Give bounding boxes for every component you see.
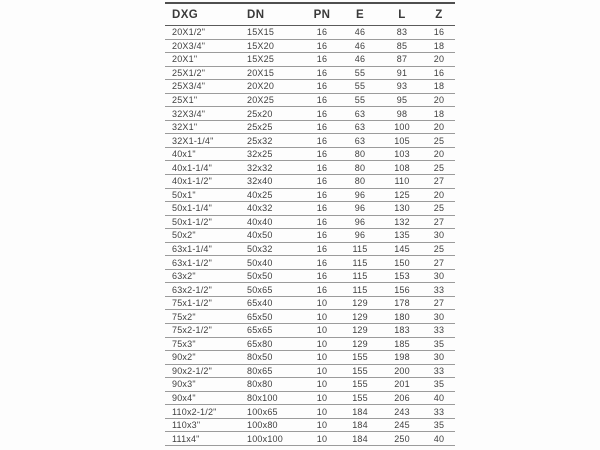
table-cell-z: 30 <box>423 229 455 243</box>
table-cell-dn: 32x32 <box>240 161 305 175</box>
table-cell-dn: 32x25 <box>240 147 305 161</box>
table-row <box>165 351 455 365</box>
table-cell-pn: 16 <box>305 39 339 53</box>
table-cell-z: 27 <box>423 175 455 189</box>
table-row <box>165 26 455 40</box>
table-cell-l: 83 <box>381 26 423 40</box>
header-row <box>165 3 455 26</box>
table-cell-z: 30 <box>423 351 455 365</box>
table-cell-dxg: 50x1-1/4" <box>165 202 240 216</box>
table-cell-pn: 16 <box>305 202 339 216</box>
table-cell-l: 93 <box>381 80 423 94</box>
table-row <box>165 296 455 310</box>
table-cell-dn: 20X15 <box>240 66 305 80</box>
table-cell-e: 115 <box>339 269 381 283</box>
table-row <box>165 229 455 243</box>
table-cell-l: 100 <box>381 120 423 134</box>
table-cell-dxg: 75x2-1/2" <box>165 324 240 338</box>
table-cell-pn: 10 <box>305 432 339 446</box>
table-cell-dn: 25x32 <box>240 134 305 148</box>
table-cell-z: 18 <box>423 39 455 53</box>
table-cell-z: 16 <box>423 66 455 80</box>
table-cell-e: 46 <box>339 53 381 67</box>
table-cell-dxg: 63x1-1/2" <box>165 256 240 270</box>
table-cell-pn: 10 <box>305 405 339 419</box>
table-cell-dxg: 20X1" <box>165 53 240 67</box>
table-cell-dxg: 75x1-1/2" <box>165 296 240 310</box>
table-cell-l: 183 <box>381 324 423 338</box>
table-cell-e: 96 <box>339 202 381 216</box>
table-cell-dxg: 40x1-1/4" <box>165 161 240 175</box>
table-cell-pn: 16 <box>305 175 339 189</box>
table-cell-l: 150 <box>381 256 423 270</box>
table-cell-pn: 16 <box>305 229 339 243</box>
table-cell-z: 25 <box>423 134 455 148</box>
column-header-l: L <box>381 3 423 26</box>
table-cell-pn: 10 <box>305 337 339 351</box>
table-cell-e: 96 <box>339 229 381 243</box>
table-row <box>165 120 455 134</box>
column-header-e: E <box>339 3 381 26</box>
column-header-pn: PN <box>305 3 339 26</box>
table-cell-dxg: 25X3/4" <box>165 80 240 94</box>
table-cell-e: 184 <box>339 432 381 446</box>
table-cell-pn: 16 <box>305 242 339 256</box>
table-cell-dxg: 20X1/2" <box>165 26 240 40</box>
table-cell-pn: 16 <box>305 283 339 297</box>
table-cell-l: 108 <box>381 161 423 175</box>
table-row <box>165 283 455 297</box>
table-cell-e: 46 <box>339 26 381 40</box>
table-row <box>165 256 455 270</box>
table-cell-dxg: 40x1-1/2" <box>165 175 240 189</box>
table-cell-pn: 16 <box>305 134 339 148</box>
table-cell-e: 80 <box>339 175 381 189</box>
table-cell-dxg: 75x2" <box>165 310 240 324</box>
table-cell-l: 95 <box>381 93 423 107</box>
table-cell-dxg: 25X1" <box>165 93 240 107</box>
table-cell-l: 103 <box>381 147 423 161</box>
table-cell-pn: 16 <box>305 269 339 283</box>
table-cell-dn: 15X15 <box>240 26 305 40</box>
table-row <box>165 39 455 53</box>
column-header-z: Z <box>423 3 455 26</box>
table-row <box>165 66 455 80</box>
table-cell-pn: 10 <box>305 310 339 324</box>
table-cell-dn: 80x50 <box>240 351 305 365</box>
table-cell-l: 145 <box>381 242 423 256</box>
table-cell-e: 55 <box>339 66 381 80</box>
table-row <box>165 337 455 351</box>
table-cell-pn: 16 <box>305 107 339 121</box>
table-cell-dn: 65x80 <box>240 337 305 351</box>
table-cell-dxg: 90x2-1/2" <box>165 364 240 378</box>
table-cell-z: 33 <box>423 405 455 419</box>
table-cell-dn: 40x50 <box>240 229 305 243</box>
table-cell-dn: 50x32 <box>240 242 305 256</box>
table-cell-l: 132 <box>381 215 423 229</box>
table-cell-pn: 10 <box>305 418 339 432</box>
table-cell-l: 91 <box>381 66 423 80</box>
table-cell-dn: 65x65 <box>240 324 305 338</box>
table-cell-z: 25 <box>423 242 455 256</box>
table-cell-dn: 40x40 <box>240 215 305 229</box>
table-cell-dxg: 75x3" <box>165 337 240 351</box>
table-cell-dxg: 50x2" <box>165 229 240 243</box>
table-cell-dn: 40x32 <box>240 202 305 216</box>
table-row <box>165 161 455 175</box>
table-cell-l: 135 <box>381 229 423 243</box>
column-header-dxg: DXG <box>165 3 240 26</box>
table-cell-z: 25 <box>423 161 455 175</box>
table-cell-z: 33 <box>423 324 455 338</box>
table-cell-dn: 20X20 <box>240 80 305 94</box>
table-cell-dn: 80x65 <box>240 364 305 378</box>
table-cell-pn: 16 <box>305 161 339 175</box>
table-cell-e: 80 <box>339 161 381 175</box>
table-cell-l: 153 <box>381 269 423 283</box>
table-cell-dxg: 90x2" <box>165 351 240 365</box>
table-cell-l: 130 <box>381 202 423 216</box>
table-cell-dxg: 32X3/4" <box>165 107 240 121</box>
table-cell-l: 243 <box>381 405 423 419</box>
table-head <box>165 3 455 26</box>
table-cell-pn: 16 <box>305 147 339 161</box>
table-cell-pn: 16 <box>305 53 339 67</box>
table-cell-dn: 20X25 <box>240 93 305 107</box>
table-cell-l: 201 <box>381 378 423 392</box>
table-row <box>165 147 455 161</box>
table-cell-l: 125 <box>381 188 423 202</box>
table-cell-e: 129 <box>339 337 381 351</box>
table-cell-dn: 15X25 <box>240 53 305 67</box>
table-row <box>165 418 455 432</box>
table-cell-z: 27 <box>423 296 455 310</box>
table-cell-z: 20 <box>423 53 455 67</box>
table-row <box>165 378 455 392</box>
table-cell-z: 35 <box>423 337 455 351</box>
table-cell-e: 129 <box>339 296 381 310</box>
table-cell-dn: 15X20 <box>240 39 305 53</box>
table-cell-dxg: 32X1-1/4" <box>165 134 240 148</box>
table-cell-dxg: 63x2-1/2" <box>165 283 240 297</box>
table-cell-e: 63 <box>339 120 381 134</box>
table-body <box>165 26 455 446</box>
table-cell-dxg: 25X1/2" <box>165 66 240 80</box>
table-row <box>165 53 455 67</box>
table-cell-l: 180 <box>381 310 423 324</box>
table-cell-l: 185 <box>381 337 423 351</box>
table-cell-dn: 80x100 <box>240 391 305 405</box>
table-cell-dn: 25x20 <box>240 107 305 121</box>
table-cell-l: 245 <box>381 418 423 432</box>
table-row <box>165 107 455 121</box>
table-row <box>165 405 455 419</box>
table-cell-dn: 80x80 <box>240 378 305 392</box>
table-cell-l: 200 <box>381 364 423 378</box>
table-cell-dxg: 50x1" <box>165 188 240 202</box>
table-cell-dn: 65x50 <box>240 310 305 324</box>
table-cell-dxg: 63x2" <box>165 269 240 283</box>
table-row <box>165 202 455 216</box>
table-cell-dn: 50x40 <box>240 256 305 270</box>
table-cell-z: 20 <box>423 147 455 161</box>
table-row <box>165 269 455 283</box>
table-cell-l: 98 <box>381 107 423 121</box>
table-cell-e: 115 <box>339 256 381 270</box>
table-cell-e: 155 <box>339 378 381 392</box>
table-cell-dxg: 20X3/4" <box>165 39 240 53</box>
table-cell-pn: 16 <box>305 256 339 270</box>
table-cell-dxg: 110x2-1/2" <box>165 405 240 419</box>
table-cell-pn: 16 <box>305 66 339 80</box>
table-cell-pn: 16 <box>305 26 339 40</box>
table-cell-dxg: 90x3" <box>165 378 240 392</box>
table-cell-e: 46 <box>339 39 381 53</box>
table-row <box>165 93 455 107</box>
table-cell-z: 20 <box>423 188 455 202</box>
table-row <box>165 391 455 405</box>
table-cell-l: 85 <box>381 39 423 53</box>
table-cell-z: 30 <box>423 269 455 283</box>
table-row <box>165 310 455 324</box>
table-cell-l: 178 <box>381 296 423 310</box>
table-cell-e: 184 <box>339 405 381 419</box>
table-cell-dn: 100x65 <box>240 405 305 419</box>
table-cell-l: 156 <box>381 283 423 297</box>
table-cell-dxg: 63x1-1/4" <box>165 242 240 256</box>
table-cell-dn: 65x40 <box>240 296 305 310</box>
table-row <box>165 175 455 189</box>
table-cell-dn: 100x100 <box>240 432 305 446</box>
table-cell-pn: 16 <box>305 80 339 94</box>
table-row <box>165 188 455 202</box>
table-cell-e: 55 <box>339 80 381 94</box>
table-cell-z: 40 <box>423 432 455 446</box>
table-cell-l: 110 <box>381 175 423 189</box>
table-cell-z: 35 <box>423 418 455 432</box>
table-cell-e: 155 <box>339 391 381 405</box>
table-cell-dn: 100x80 <box>240 418 305 432</box>
table-cell-e: 96 <box>339 188 381 202</box>
table-cell-pn: 10 <box>305 296 339 310</box>
table-cell-z: 16 <box>423 26 455 40</box>
table-cell-z: 33 <box>423 283 455 297</box>
table-cell-e: 63 <box>339 134 381 148</box>
table-cell-e: 155 <box>339 364 381 378</box>
table-cell-z: 18 <box>423 107 455 121</box>
table-cell-dxg: 90x4" <box>165 391 240 405</box>
table-cell-pn: 16 <box>305 188 339 202</box>
table-cell-z: 20 <box>423 93 455 107</box>
table-cell-z: 25 <box>423 202 455 216</box>
table-cell-z: 18 <box>423 80 455 94</box>
table-cell-dn: 32x40 <box>240 175 305 189</box>
table-cell-z: 35 <box>423 378 455 392</box>
table-cell-pn: 10 <box>305 391 339 405</box>
table-cell-z: 27 <box>423 215 455 229</box>
table-cell-dn: 50x50 <box>240 269 305 283</box>
table-cell-e: 63 <box>339 107 381 121</box>
table-row <box>165 324 455 338</box>
table-cell-e: 129 <box>339 324 381 338</box>
column-header-dn: DN <box>240 3 305 26</box>
table-cell-e: 55 <box>339 93 381 107</box>
table-cell-z: 20 <box>423 120 455 134</box>
table-row <box>165 80 455 94</box>
table-cell-pn: 10 <box>305 378 339 392</box>
table-cell-dxg: 40x1" <box>165 147 240 161</box>
table-cell-l: 250 <box>381 432 423 446</box>
table-cell-e: 155 <box>339 351 381 365</box>
table-cell-dxg: 50x1-1/2" <box>165 215 240 229</box>
table-cell-e: 115 <box>339 242 381 256</box>
table-cell-e: 184 <box>339 418 381 432</box>
table-cell-e: 96 <box>339 215 381 229</box>
table-row <box>165 215 455 229</box>
table-cell-dxg: 111x4" <box>165 432 240 446</box>
table-row <box>165 432 455 446</box>
table-row <box>165 134 455 148</box>
table-cell-pn: 10 <box>305 351 339 365</box>
table-cell-pn: 10 <box>305 324 339 338</box>
table-cell-dn: 40x25 <box>240 188 305 202</box>
table-cell-pn: 16 <box>305 93 339 107</box>
table-cell-z: 40 <box>423 391 455 405</box>
table-cell-pn: 16 <box>305 120 339 134</box>
table-cell-l: 206 <box>381 391 423 405</box>
table-cell-z: 30 <box>423 310 455 324</box>
table-cell-z: 27 <box>423 256 455 270</box>
table-cell-l: 105 <box>381 134 423 148</box>
spec-table-container <box>165 2 445 446</box>
spec-table <box>165 2 455 446</box>
table-cell-pn: 10 <box>305 364 339 378</box>
table-cell-z: 33 <box>423 364 455 378</box>
table-cell-dn: 50x65 <box>240 283 305 297</box>
table-cell-l: 87 <box>381 53 423 67</box>
table-cell-dn: 25x25 <box>240 120 305 134</box>
table-cell-l: 198 <box>381 351 423 365</box>
table-cell-e: 129 <box>339 310 381 324</box>
table-cell-dxg: 110x3" <box>165 418 240 432</box>
table-row <box>165 242 455 256</box>
table-cell-e: 80 <box>339 147 381 161</box>
table-cell-pn: 16 <box>305 215 339 229</box>
table-cell-dxg: 32X1" <box>165 120 240 134</box>
table-cell-e: 115 <box>339 283 381 297</box>
table-row <box>165 364 455 378</box>
